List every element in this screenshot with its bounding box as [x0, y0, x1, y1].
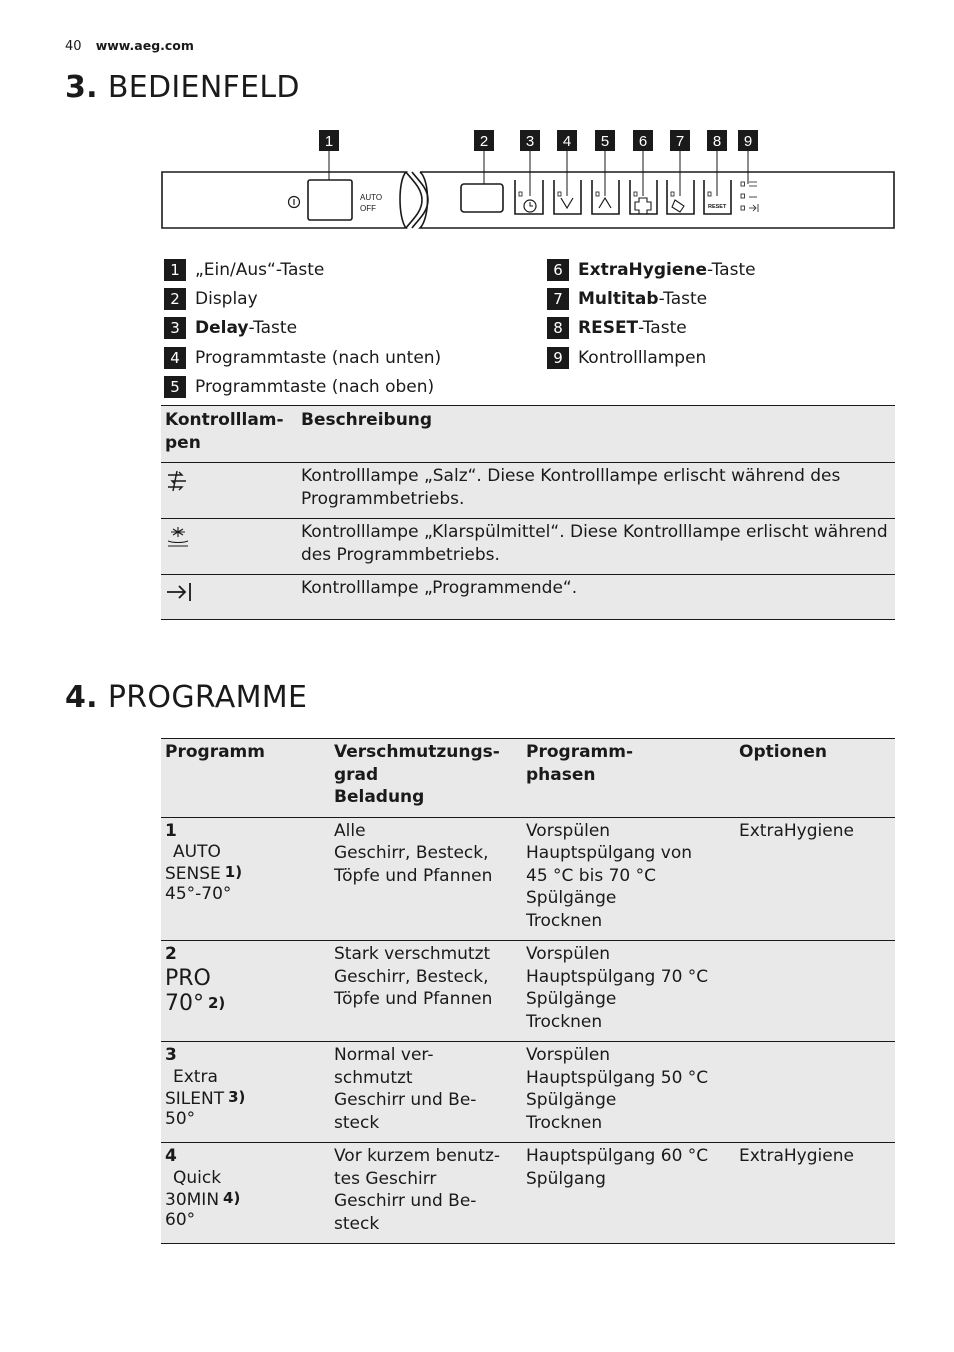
legend-item [164, 343, 441, 372]
legend-right [547, 255, 756, 372]
legend-text: Display [195, 288, 258, 309]
indicator-table [161, 405, 895, 620]
page-number: 40 [65, 39, 82, 54]
legend-item [164, 372, 441, 401]
program-symbol-line [173, 842, 326, 862]
program-symbol-line [165, 1087, 326, 1109]
program-symbol-line [165, 966, 326, 991]
section-number: 3. [65, 70, 98, 105]
callout-6: 6 [638, 133, 648, 150]
footnote-ref: 4) [223, 1188, 241, 1207]
table-row [161, 463, 895, 519]
program-symbol-line [165, 862, 326, 884]
table-row [161, 1042, 895, 1143]
phases-cell: Vorspülen Hauptspülgang 50 °C Spülgänge Trocknen [526, 1045, 709, 1133]
legend-bold: Delay [195, 318, 249, 339]
program-symbol-text: 30MIN [165, 1189, 220, 1210]
legend-number: 1 [164, 259, 186, 281]
header-description: Beschreibung [301, 410, 433, 430]
control-panel-diagram [160, 128, 898, 232]
icon-cell [161, 463, 297, 519]
legend-item [164, 314, 441, 343]
program-symbol-text: Quick [173, 1167, 222, 1188]
callout-5: 5 [600, 133, 610, 150]
program-cell [161, 817, 330, 941]
legend-text: -Taste [707, 259, 756, 280]
legend-number: 8 [547, 317, 569, 339]
callout-2: 2 [479, 133, 489, 150]
soil-cell: Normal ver- schmutzt Geschirr und Be- steck [334, 1045, 477, 1133]
description-cell: Kontrolllampe „Programmende“. [301, 578, 578, 598]
table-row [161, 1143, 895, 1244]
header-indicator: Kontrolllam- pen [165, 410, 284, 453]
program-symbol-line [165, 884, 326, 904]
legend-text: -Taste [638, 318, 687, 339]
legend-left [164, 255, 441, 401]
legend-bold: RESET [578, 318, 639, 339]
program-symbol-text: 50° [165, 1108, 196, 1129]
program-symbol-line [165, 1188, 326, 1210]
program-symbol-text: AUTO [173, 842, 221, 862]
callout-1: 1 [324, 133, 334, 150]
program-symbol-line [165, 991, 326, 1016]
options-cell [735, 1042, 895, 1143]
section-title-text: PROGRAMME [107, 680, 308, 715]
legend-bold: ExtraHygiene [578, 259, 708, 280]
salt-icon [165, 469, 189, 493]
header-program: Programm [165, 742, 265, 762]
program-symbol-text: 60° [165, 1209, 196, 1230]
program-rows [161, 817, 895, 1244]
section-number: 4. [65, 680, 98, 715]
section-title-text: BEDIENFELD [107, 70, 300, 105]
auto-off-label-line1: AUTO [360, 193, 383, 202]
rinse-aid-icon [165, 525, 191, 549]
legend-item [547, 255, 756, 284]
program-number: 4 [165, 1146, 177, 1166]
options-cell: ExtraHygiene [739, 1146, 854, 1166]
icon-cell [161, 519, 297, 575]
legend-text: Programmtaste (nach oben) [195, 376, 435, 397]
legend-text: „Ein/Aus“-Taste [195, 259, 325, 280]
program-symbol-line [173, 1168, 326, 1188]
soil-cell: Stark verschmutzt Geschirr, Besteck, Töpfe und Pfannen [334, 944, 493, 1009]
program-number: 1 [165, 820, 177, 841]
table-row [161, 817, 895, 941]
legend-number: 5 [164, 376, 186, 398]
auto-off-label-line2: OFF [360, 204, 376, 213]
legend-number: 2 [164, 288, 186, 310]
program-symbol-text: 70° [165, 990, 204, 1016]
phases-cell: Hauptspülgang 60 °C Spülgang [526, 1146, 709, 1189]
footnote-ref: 3) [228, 1087, 246, 1106]
table-header-row [161, 739, 895, 818]
callout-7: 7 [675, 133, 685, 150]
program-symbol-text: SENSE [165, 864, 221, 884]
program-symbol-text: Extra [173, 1066, 218, 1087]
legend-text: -Taste [248, 318, 298, 339]
callout-4: 4 [562, 133, 572, 150]
program-number: 3 [165, 1045, 177, 1065]
legend-item [547, 284, 756, 313]
legend-number: 4 [164, 347, 186, 369]
legend-text: Programmtaste (nach unten) [195, 347, 442, 368]
program-cell [161, 941, 330, 1042]
footnote-ref: 1) [224, 863, 243, 881]
soil-cell: Alle Geschirr, Besteck, Töpfe und Pfannen [334, 820, 493, 886]
header-phases: Programm- phasen [526, 742, 634, 785]
header-cell [297, 406, 895, 463]
table-row [161, 941, 895, 1042]
page-header [65, 38, 194, 54]
legend-text: -Taste [658, 288, 708, 309]
legend-bold: Multitab [578, 288, 659, 309]
program-symbol-text: 45°-70° [165, 884, 232, 904]
program-cell [161, 1042, 330, 1143]
legend-item [547, 343, 756, 372]
callout-9: 9 [743, 133, 753, 150]
program-table [161, 738, 895, 1244]
description-cell: Kontrolllampe „Salz“. Diese Kontrolllampe erlischt während des Programmbetriebs. [301, 466, 841, 509]
program-symbol-text: SILENT [165, 1088, 225, 1109]
options-cell: ExtraHygiene [739, 820, 854, 841]
options-cell [735, 941, 895, 1042]
legend-item [164, 284, 441, 313]
header-options: Optionen [739, 742, 827, 762]
legend-number: 7 [547, 288, 569, 310]
header-soil: Verschmutzungs- grad Beladung [334, 742, 500, 807]
callout-8: 8 [712, 133, 722, 150]
callout-3: 3 [525, 133, 535, 150]
legend-item [547, 314, 756, 343]
program-number: 2 [165, 944, 177, 964]
table-row [161, 575, 895, 620]
legend-number: 6 [547, 259, 569, 281]
icon-cell [161, 575, 297, 620]
program-symbol-line [165, 1210, 326, 1230]
description-cell: Kontrolllampe „Klarspülmittel“. Diese Kontrolllampe erlischt während des Programmbetriebs. [301, 522, 888, 565]
phases-cell: Vorspülen Hauptspülgang von 45 °C bis 70 °C Spülgänge Trocknen [526, 820, 692, 931]
legend-number: 9 [547, 347, 569, 369]
header-url[interactable]: www.aeg.com [95, 38, 194, 53]
reset-label: RESET [708, 204, 727, 210]
table-header-row [161, 406, 895, 463]
program-symbol-line [165, 1109, 326, 1129]
program-end-icon [165, 580, 193, 604]
program-symbol-text: PRO [165, 965, 211, 991]
legend-number: 3 [164, 317, 186, 339]
phases-cell: Vorspülen Hauptspülgang 70 °C Spülgänge Trocknen [526, 944, 709, 1032]
header-cell [161, 406, 297, 463]
program-cell [161, 1143, 330, 1244]
legend-item [164, 255, 441, 284]
soil-cell: Vor kurzem benutz- tes Geschirr Geschirr und Be- steck [334, 1146, 501, 1234]
footnote-ref: 2) [208, 993, 226, 1012]
program-symbol-line [173, 1067, 326, 1087]
section-title-programme [65, 680, 307, 715]
legend-text: Kontrolllampen [578, 347, 707, 368]
table-row [161, 519, 895, 575]
section-title-bedienfeld [65, 70, 300, 105]
